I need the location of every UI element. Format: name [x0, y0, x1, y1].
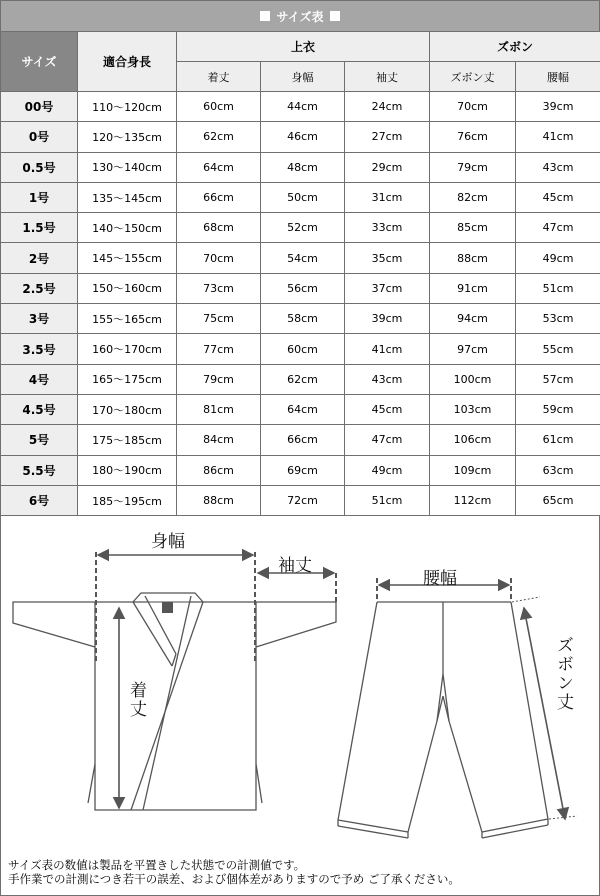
cell-height: 135〜145cm — [78, 182, 177, 212]
cell-koshihaba: 63cm — [516, 455, 600, 485]
cell-koshihaba: 53cm — [516, 304, 600, 334]
jacket-drawing — [13, 552, 336, 810]
header-pants-group: ズボン — [430, 32, 600, 62]
table-row — [1, 273, 600, 303]
cell-mihaba: 56cm — [261, 273, 345, 303]
cell-size: 2号 — [1, 243, 78, 273]
cell-size: 3号 — [1, 304, 78, 334]
cell-kitake: 75cm — [177, 304, 261, 334]
cell-koshihaba: 43cm — [516, 152, 600, 182]
cell-kitake: 77cm — [177, 334, 261, 364]
cell-zubontake: 109cm — [430, 455, 516, 485]
table-row — [1, 182, 600, 212]
cell-height: 170〜180cm — [78, 394, 177, 424]
cell-mihaba: 52cm — [261, 213, 345, 243]
pants-drawing — [338, 578, 577, 838]
collar-tag-icon — [162, 602, 173, 613]
measurement-diagram — [0, 516, 600, 846]
cell-koshihaba: 55cm — [516, 334, 600, 364]
note-line: サイズ表の数値は製品を平置きした状態での計測値です。 — [8, 858, 306, 872]
cell-zubontake: 94cm — [430, 304, 516, 334]
size-table-body — [1, 92, 600, 516]
cell-kitake: 79cm — [177, 364, 261, 394]
header-top-group: 上衣 — [177, 32, 430, 62]
cell-sodetake: 51cm — [345, 485, 430, 515]
cell-size: 6号 — [1, 485, 78, 515]
cell-zubontake: 85cm — [430, 213, 516, 243]
cell-size: 5号 — [1, 425, 78, 455]
table-row — [1, 364, 600, 394]
cell-sodetake: 37cm — [345, 273, 430, 303]
cell-mihaba: 54cm — [261, 243, 345, 273]
cell-mihaba: 44cm — [261, 92, 345, 122]
cell-sodetake: 35cm — [345, 243, 430, 273]
cell-sodetake: 29cm — [345, 152, 430, 182]
cell-mihaba: 58cm — [261, 304, 345, 334]
cell-koshihaba: 39cm — [516, 92, 600, 122]
cell-size: 4号 — [1, 364, 78, 394]
cell-size: 5.5号 — [1, 455, 78, 485]
label-koshihaba: 腰幅 — [423, 569, 457, 589]
cell-koshihaba: 51cm — [516, 273, 600, 303]
cell-zubontake: 106cm — [430, 425, 516, 455]
cell-kitake: 84cm — [177, 425, 261, 455]
cell-koshihaba: 59cm — [516, 394, 600, 424]
cell-sodetake: 49cm — [345, 455, 430, 485]
cell-mihaba: 69cm — [261, 455, 345, 485]
cell-sodetake: 27cm — [345, 122, 430, 152]
cell-height: 150〜160cm — [78, 273, 177, 303]
cell-mihaba: 48cm — [261, 152, 345, 182]
cell-zubontake: 103cm — [430, 394, 516, 424]
header-mihaba: 身幅 — [261, 62, 345, 92]
cell-kitake: 86cm — [177, 455, 261, 485]
cell-kitake: 88cm — [177, 485, 261, 515]
cell-zubontake: 100cm — [430, 364, 516, 394]
cell-size: 1.5号 — [1, 213, 78, 243]
cell-sodetake: 33cm — [345, 213, 430, 243]
size-table — [0, 31, 600, 516]
cell-zubontake: 76cm — [430, 122, 516, 152]
cell-height: 140〜150cm — [78, 213, 177, 243]
header-size: サイズ — [1, 32, 78, 92]
cell-height: 175〜185cm — [78, 425, 177, 455]
cell-mihaba: 66cm — [261, 425, 345, 455]
table-row — [1, 425, 600, 455]
cell-mihaba: 46cm — [261, 122, 345, 152]
table-row — [1, 334, 600, 364]
label-kitake: 着丈 — [126, 681, 146, 719]
cell-size: 3.5号 — [1, 334, 78, 364]
cell-sodetake: 31cm — [345, 182, 430, 212]
cell-mihaba: 64cm — [261, 394, 345, 424]
cell-size: 2.5号 — [1, 273, 78, 303]
table-row — [1, 213, 600, 243]
cell-koshihaba: 49cm — [516, 243, 600, 273]
label-zubontake: ズボン丈 — [553, 636, 573, 712]
table-row — [1, 455, 600, 485]
header-sodetake: 袖丈 — [345, 62, 430, 92]
table-row — [1, 152, 600, 182]
cell-zubontake: 91cm — [430, 273, 516, 303]
cell-size: 4.5号 — [1, 394, 78, 424]
cell-zubontake: 88cm — [430, 243, 516, 273]
cell-zubontake: 97cm — [430, 334, 516, 364]
size-chart-title-bar — [0, 0, 600, 32]
cell-sodetake: 47cm — [345, 425, 430, 455]
cell-mihaba: 50cm — [261, 182, 345, 212]
header-koshihaba: 腰幅 — [516, 62, 600, 92]
cell-height: 165〜175cm — [78, 364, 177, 394]
cell-size: 0号 — [1, 122, 78, 152]
cell-kitake: 68cm — [177, 213, 261, 243]
cell-sodetake: 41cm — [345, 334, 430, 364]
square-icon — [330, 11, 340, 21]
size-chart-title: サイズ表 — [276, 9, 324, 24]
cell-koshihaba: 65cm — [516, 485, 600, 515]
cell-koshihaba: 61cm — [516, 425, 600, 455]
table-row — [1, 394, 600, 424]
cell-sodetake: 43cm — [345, 364, 430, 394]
table-row — [1, 243, 600, 273]
cell-zubontake: 112cm — [430, 485, 516, 515]
cell-kitake: 81cm — [177, 394, 261, 424]
cell-size: 00号 — [1, 92, 78, 122]
cell-kitake: 73cm — [177, 273, 261, 303]
cell-mihaba: 60cm — [261, 334, 345, 364]
label-mihaba: 身幅 — [151, 532, 185, 552]
cell-kitake: 60cm — [177, 92, 261, 122]
cell-zubontake: 70cm — [430, 92, 516, 122]
cell-koshihaba: 57cm — [516, 364, 600, 394]
cell-height: 160〜170cm — [78, 334, 177, 364]
measurement-notes — [8, 858, 460, 886]
cell-height: 130〜140cm — [78, 152, 177, 182]
cell-size: 1号 — [1, 182, 78, 212]
cell-zubontake: 79cm — [430, 152, 516, 182]
cell-kitake: 62cm — [177, 122, 261, 152]
cell-height: 180〜190cm — [78, 455, 177, 485]
label-sodetake: 袖丈 — [278, 556, 312, 576]
cell-kitake: 64cm — [177, 152, 261, 182]
cell-koshihaba: 45cm — [516, 182, 600, 212]
cell-height: 110〜120cm — [78, 92, 177, 122]
table-row — [1, 485, 600, 515]
cell-height: 185〜195cm — [78, 485, 177, 515]
cell-sodetake: 24cm — [345, 92, 430, 122]
cell-mihaba: 72cm — [261, 485, 345, 515]
table-row — [1, 122, 600, 152]
cell-mihaba: 62cm — [261, 364, 345, 394]
cell-height: 145〜155cm — [78, 243, 177, 273]
header-zubontake: ズボン丈 — [430, 62, 516, 92]
header-height: 適合身長 — [78, 32, 177, 92]
cell-koshihaba: 41cm — [516, 122, 600, 152]
cell-kitake: 66cm — [177, 182, 261, 212]
cell-kitake: 70cm — [177, 243, 261, 273]
table-row — [1, 304, 600, 334]
square-icon — [260, 11, 270, 21]
cell-height: 120〜135cm — [78, 122, 177, 152]
header-kitake: 着丈 — [177, 62, 261, 92]
cell-zubontake: 82cm — [430, 182, 516, 212]
cell-sodetake: 45cm — [345, 394, 430, 424]
cell-height: 155〜165cm — [78, 304, 177, 334]
cell-sodetake: 39cm — [345, 304, 430, 334]
cell-koshihaba: 47cm — [516, 213, 600, 243]
note-line: 手作業での計測につき若干の誤差、および個体差がありますので予め ご了承ください。 — [8, 872, 460, 886]
cell-size: 0.5号 — [1, 152, 78, 182]
table-row — [1, 92, 600, 122]
